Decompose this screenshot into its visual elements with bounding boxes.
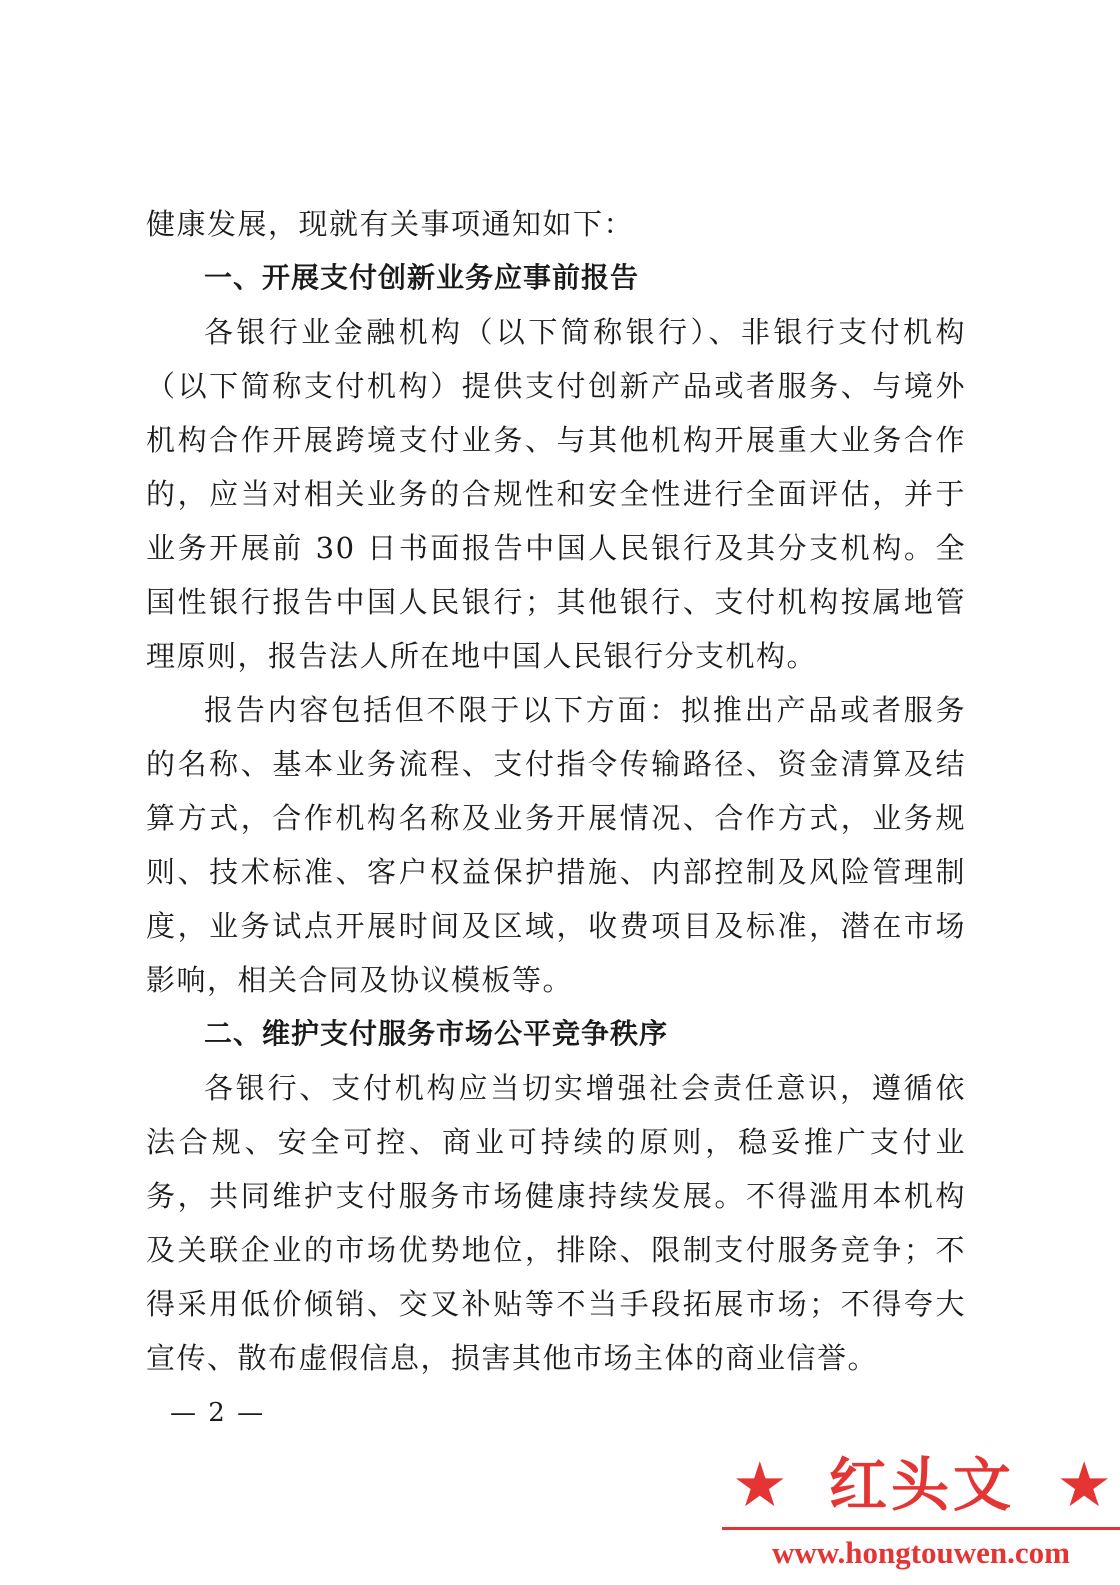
paragraph-fair-competition: 各银行、支付机构应当切实增强社会责任意识，遵循依法合规、安全可控、商业可持续的原则，稳妥推广支付业务，共同维护支付服务市场健康持续发展。不得滥用本机构及关联企业的市场优势地位，排除、限制支付服务竞争；不得采用低价倾销、交叉补贴等不当手段拓展市场；不得夸大宣传、散布虚假信息，损害其他市场主体的商业信誉。 xyxy=(146,1071,966,1375)
paragraph-intro: 健康发展，现就有关事项通知如下： xyxy=(146,207,635,241)
watermark-divider xyxy=(722,1527,1120,1530)
star-icon: ★ xyxy=(732,1448,788,1521)
section-heading-2: 二、维护支付服务市场公平竞争秩序 xyxy=(204,1017,669,1050)
document-body xyxy=(146,197,966,1385)
watermark-logo xyxy=(722,1445,1120,1585)
watermark-url: www.hongtouwen.com xyxy=(772,1535,1070,1570)
watermark-title: 红头文 xyxy=(828,1451,1015,1519)
watermark-title-row xyxy=(732,1445,1112,1525)
paragraph-report-contents: 报告内容包括但不限于以下方面：拟推出产品或者服务的名称、基本业务流程、支付指令传输路径、资金清算及结算方式，合作机构名称及业务开展情况、合作方式，业务规则、技术标准、客户权益保护措施、内部控制及风险管理制度，业务试点开展时间及区域，收费项目及标准，潜在市场影响，相关合同及协议模板等。 xyxy=(146,693,966,997)
paragraph-reporting-scope: 各银行业金融机构（以下简称银行）、非银行支付机构（以下简称支付机构）提供支付创新产品或者服务、与境外机构合作开展跨境支付业务、与其他机构开展重大业务合作的，应当对相关业务的合规性和安全性进行全面评估，并于业务开展前 30 日书面报告中国人民银行及其分支机构。全国性银行报告中国人民银行；其他银行、支付机构按属地管理原则，报告法人所在地中国人民银行分支机构。 xyxy=(146,315,966,673)
section-heading-1: 一、开展支付创新业务应事前报告 xyxy=(204,261,640,294)
star-icon: ★ xyxy=(1056,1448,1112,1521)
page-number: — 2 — xyxy=(170,1398,266,1428)
